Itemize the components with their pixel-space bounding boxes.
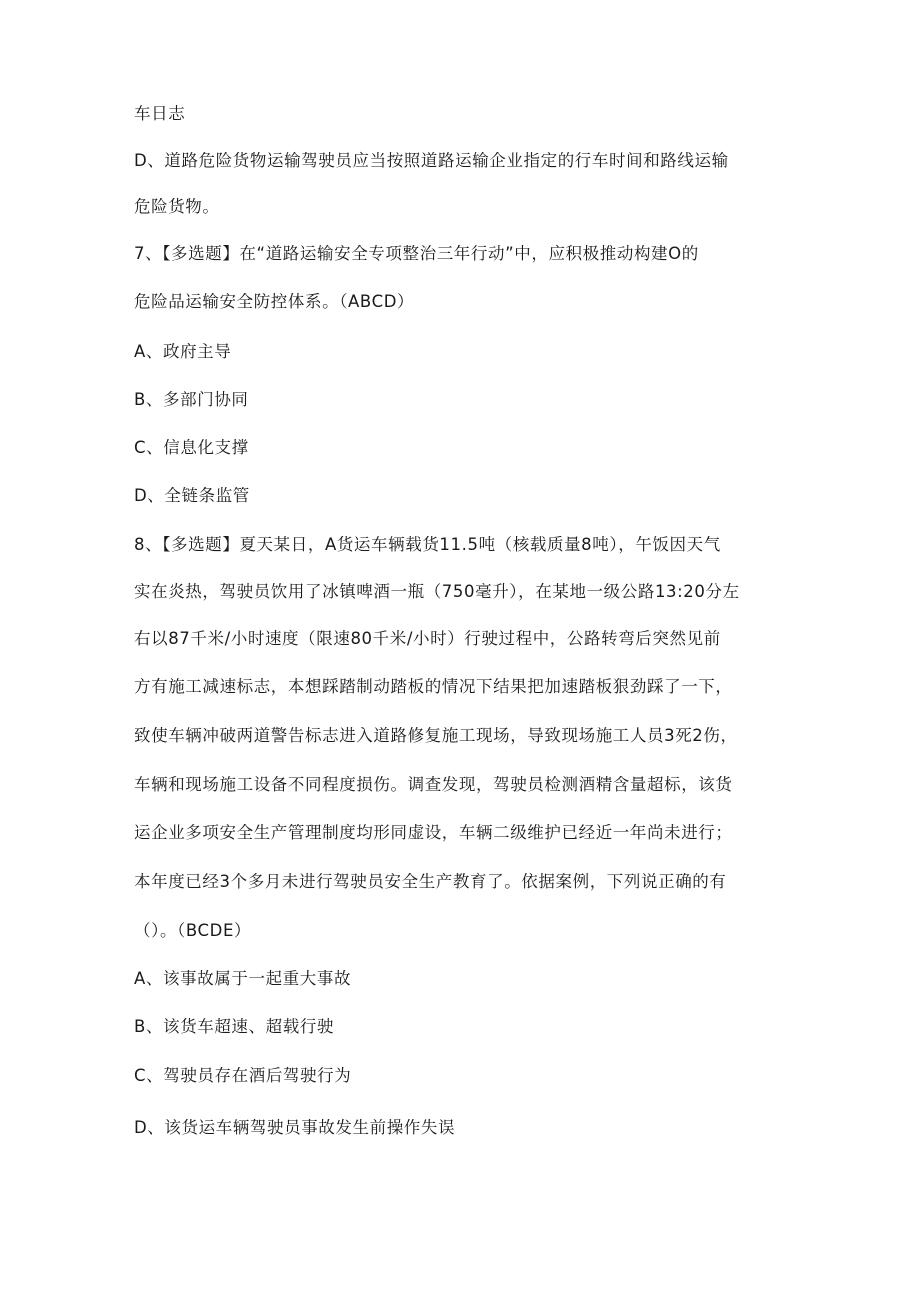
q7-option-c: C、信息化支撑 bbox=[134, 438, 249, 457]
text-line-1: 车日志 bbox=[134, 104, 186, 123]
q7-option-b: B、多部门协同 bbox=[134, 390, 249, 409]
option-d-line-1: D、道路危险货物运输驾驶员应当按照道路运输企业指定的行车时间和路线运输 bbox=[134, 151, 729, 170]
q7-option-a: A、政府主导 bbox=[134, 342, 232, 361]
q8-option-b: B、该货车超速、超载行驶 bbox=[134, 1017, 335, 1036]
question-8-line-3: 右以87千米/小时速度（限速80千米/小时）行驶过程中，公路转弯后突然见前 bbox=[134, 629, 721, 648]
question-8-line-4: 方有施工减速标志，本想踩踏制动踏板的情况下结果把加速踏板狠劲踩了一下， bbox=[134, 677, 733, 696]
q8-option-a: A、该事故属于一起重大事故 bbox=[134, 969, 352, 988]
question-8-line-1: 8、【多选题】夏天某日，A货运车辆载货11.5吨（核载质量8吨），午饭因天气 bbox=[134, 535, 721, 554]
q8-option-d: D、该货运车辆驾驶员事故发生前操作失误 bbox=[134, 1118, 456, 1137]
question-8-line-9: （）。（BCDE） bbox=[134, 921, 252, 940]
option-d-line-2: 危险货物。 bbox=[134, 197, 220, 216]
question-8-line-8: 本年度已经3个多月未进行驾驶员安全生产教育了。依据案例，下列说正确的有 bbox=[134, 872, 727, 891]
question-8-line-2: 实在炎热，驾驶员饮用了冰镇啤酒一瓶（750毫升），在某地一级公路13:20分左 bbox=[134, 582, 740, 601]
q8-option-c: C、驾驶员存在酒后驾驶行为 bbox=[134, 1066, 352, 1085]
question-8-line-5: 致使车辆冲破两道警告标志进入道路修复施工现场，导致现场施工人员3死2伤， bbox=[134, 726, 738, 745]
question-8-line-7: 运企业多项安全生产管理制度均形同虚设，车辆二级维护已经近一年尚未进行； bbox=[134, 823, 733, 842]
question-7-line-1: 7、【多选题】在“道路运输安全专项整治三年行动”中，应积极推动构建O的 bbox=[134, 244, 699, 263]
question-8-line-6: 车辆和现场施工设备不同程度损伤。调查发现，驾驶员检测酒精含量超标，该货 bbox=[134, 775, 733, 794]
question-7-line-2: 危险品运输安全防控体系。（ABCD） bbox=[134, 292, 415, 311]
q7-option-d: D、全链条监管 bbox=[134, 486, 250, 505]
